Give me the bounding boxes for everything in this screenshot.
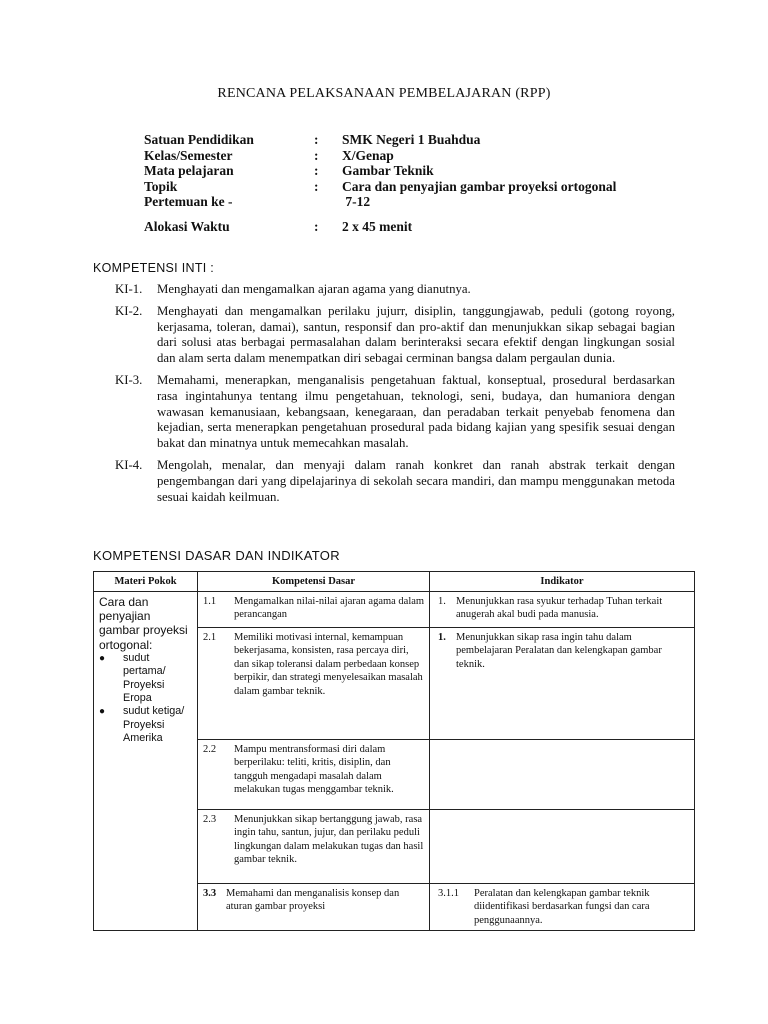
meta-value: X/Genap bbox=[342, 147, 394, 163]
kd-cell bbox=[198, 884, 430, 931]
meta-value: Gambar Teknik bbox=[342, 163, 434, 178]
materi-title: Cara dan penyajian gambar proyeksi ortogonal: bbox=[99, 595, 188, 652]
kd-text: Mengamalkan nilai-nilai ajaran agama dalam perancangan bbox=[234, 596, 425, 621]
indikator-text: Menunjukkan rasa syukur terhadap Tuhan terkait anugerah akal budi pada manusia. bbox=[456, 596, 663, 621]
ki-number: KI-1. bbox=[115, 282, 143, 296]
column-header-kd: Kompetensi Dasar bbox=[198, 572, 430, 592]
materi-bullets bbox=[99, 652, 193, 746]
bullet-text: sudut pertama/ Proyeksi Eropa bbox=[123, 651, 166, 705]
meta-key: Satuan Pendidikan bbox=[144, 132, 254, 147]
indikator-number: 3.1.1 bbox=[438, 888, 459, 899]
meta-row bbox=[144, 194, 616, 210]
table-row bbox=[94, 592, 695, 628]
ki-number: KI-4. bbox=[115, 457, 143, 472]
meta-value: Cara dan penyajian gambar proyeksi ortogonal bbox=[342, 178, 617, 194]
indikator-text: Menunjukkan sikap rasa ingin tahu dalam pembelajaran Peralatan dan kelengkapan gambar teknik. bbox=[456, 632, 662, 670]
meta-colon bbox=[314, 194, 342, 210]
ki-text: Mengolah, menalar, dan menyaji dalam ranah konkret dan ranah abstrak terkait dengan pengembangan dari yang dipelajarinya di sekolah secara mandiri, dan mampu menggunakan metoda sesuai kaidah keilmuan. bbox=[157, 457, 675, 504]
bullet-text: sudut ketiga/ Proyeksi Amerika bbox=[123, 705, 185, 745]
meta-row bbox=[144, 132, 616, 148]
meta-row bbox=[144, 219, 616, 235]
meta-colon: : bbox=[314, 178, 319, 194]
indikator-text: Peralatan dan kelengkapan gambar teknik diidentifikasi berdasarkan fungsi dan cara penggunaannya. bbox=[474, 888, 650, 926]
indikator-cell bbox=[430, 810, 695, 884]
kd-heading: KOMPETENSI DASAR DAN INDIKATOR bbox=[93, 548, 340, 563]
kd-number: 2.3 bbox=[203, 814, 217, 825]
meta-colon: : bbox=[314, 147, 319, 163]
list-item bbox=[99, 652, 193, 706]
table-header-row bbox=[94, 572, 695, 592]
document-title: RENCANA PELAKSANAAN PEMBELAJARAN (RPP) bbox=[217, 86, 551, 101]
kd-cell bbox=[198, 592, 430, 628]
kd-text: Memahami dan menganalisis konsep dan aturan gambar proyeksi bbox=[226, 888, 400, 913]
meta-key: Topik bbox=[144, 178, 178, 194]
indikator-number: 1. bbox=[438, 596, 446, 607]
ki-list bbox=[115, 282, 675, 511]
kd-cell bbox=[198, 628, 430, 740]
materi-cell bbox=[94, 592, 198, 931]
kd-text: Mampu mentransformasi diri dalam berperilaku: teliti, kritis, disiplin, dan tangguh mengadapi masalah dalam melakukan tugas menggambar teknik. bbox=[234, 744, 394, 796]
kd-number: 2.1 bbox=[203, 632, 217, 643]
indikator-cell bbox=[430, 884, 695, 931]
kd-indicator-table bbox=[93, 571, 695, 931]
indikator-cell bbox=[430, 740, 695, 810]
column-header-indikator: Indikator bbox=[430, 572, 695, 592]
ki-heading: KOMPETENSI INTI : bbox=[93, 261, 215, 275]
meta-value: 2 x 45 menit bbox=[342, 218, 413, 234]
kd-cell bbox=[198, 810, 430, 884]
ki-item bbox=[115, 458, 675, 505]
indikator-cell bbox=[430, 592, 695, 628]
meta-key: Pertemuan ke - bbox=[144, 194, 233, 209]
bullet-icon: ● bbox=[99, 652, 106, 664]
kd-number: 3.3 bbox=[203, 888, 217, 899]
kd-number: 1.1 bbox=[203, 596, 217, 607]
meta-row bbox=[144, 163, 616, 179]
ki-number: KI-2. bbox=[115, 303, 143, 318]
column-header-materi: Materi Pokok bbox=[94, 572, 198, 592]
ki-number: KI-3. bbox=[115, 372, 143, 387]
identity-block bbox=[144, 132, 616, 234]
indikator-cell bbox=[430, 628, 695, 740]
ki-item bbox=[115, 304, 675, 367]
ki-text: Memahami, menerapkan, menganalisis pengetahuan faktual, konseptual, prosedural berdasarkan rasa ingintahunya tentang ilmu pengetahuan, teknologi, seni, budaya, dan humaniora dengan wawasan kemanusiaan, kebangsaan, kenegaraan, dan peradaban terkait penyebab fenomena dan kejadian, serta menerapkan pengetahuan prosedural pada bidang kajian yang spesifik sesuai dengan bakat dan minatnya untuk memecahkan masalah. bbox=[157, 372, 675, 451]
kd-text: Memiliki motivasi internal, kemampuan bekerjasama, konsisten, rasa percaya diri, dan sikap toleransi dalam perbedaan konsep berpikir, dan strategi menyelesaikan masalah dalam gambar teknik. bbox=[234, 632, 423, 697]
meta-colon: : bbox=[314, 163, 319, 178]
kd-number: 2.2 bbox=[203, 744, 217, 755]
meta-row bbox=[144, 148, 616, 164]
meta-row bbox=[144, 179, 616, 195]
indikator-number: 1. bbox=[438, 632, 446, 643]
kd-text: Menunjukkan sikap bertanggung jawab, rasa ingin tahu, santun, jujur, dan perilaku peduli lingkungan dalam melakukan tugas dan hasil gambar teknik. bbox=[234, 814, 424, 866]
ki-text: Menghayati dan mengamalkan ajaran agama yang dianutnya. bbox=[157, 282, 471, 296]
meta-value: 7-12 bbox=[342, 194, 371, 209]
meta-value: SMK Negeri 1 Buahdua bbox=[342, 132, 481, 147]
ki-text: Menghayati dan mengamalkan perilaku jujurr, disiplin, tanggungjawab, peduli (gotong royong, kerjasama, toleran, damai), santun, responsif dan pro-aktif dan menunjukkan sikap sebagai bagian dari solusi atas berbagai permasalahan dalam berinteraksi secara efektif dengan lingkungan sosial dan alam serta dalam menempatkan diri sebagai cerminan bangsa dalam pergaulan dunia. bbox=[157, 303, 675, 366]
meta-colon: : bbox=[314, 132, 319, 147]
ki-item bbox=[115, 373, 675, 452]
kd-cell bbox=[198, 740, 430, 810]
meta-key: Mata pelajaran bbox=[144, 163, 234, 178]
meta-key: Alokasi Waktu bbox=[144, 218, 230, 234]
bullet-icon: ● bbox=[99, 706, 106, 718]
ki-item bbox=[115, 282, 675, 298]
list-item bbox=[99, 705, 193, 745]
meta-key: Kelas/Semester bbox=[144, 147, 233, 163]
meta-colon: : bbox=[314, 218, 319, 234]
